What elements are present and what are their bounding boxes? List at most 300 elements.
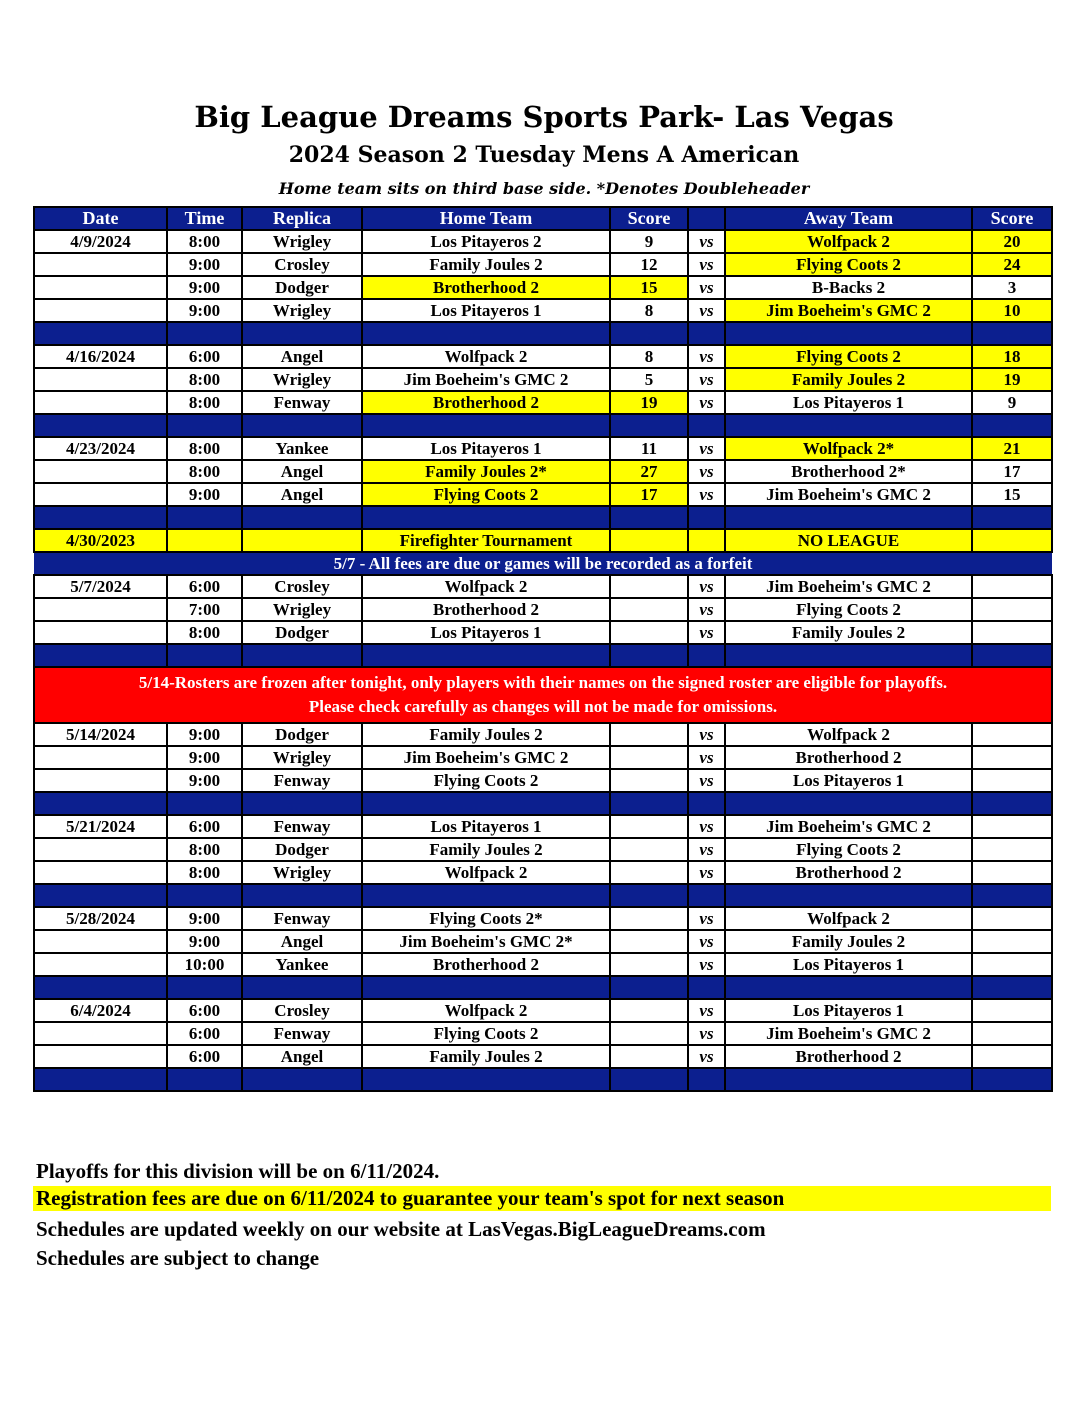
vs-cell: vs bbox=[688, 253, 725, 276]
vs-cell: vs bbox=[688, 460, 725, 483]
time-cell: 8:00 bbox=[167, 838, 242, 861]
home-score-cell bbox=[610, 861, 688, 884]
away-score-cell bbox=[972, 575, 1052, 598]
separator-cell bbox=[725, 884, 972, 907]
home-score-cell bbox=[610, 1045, 688, 1068]
separator-cell bbox=[688, 976, 725, 999]
col-home-score: Score bbox=[610, 207, 688, 230]
vs-cell: vs bbox=[688, 815, 725, 838]
away-score-cell bbox=[972, 723, 1052, 746]
replica-cell bbox=[242, 529, 362, 552]
vs-cell: vs bbox=[688, 437, 725, 460]
col-home-team: Home Team bbox=[362, 207, 610, 230]
separator-cell bbox=[362, 414, 610, 437]
date-cell bbox=[34, 930, 167, 953]
time-cell: 9:00 bbox=[167, 723, 242, 746]
separator-cell bbox=[972, 1068, 1052, 1091]
separator-cell bbox=[362, 1068, 610, 1091]
vs-cell: vs bbox=[688, 299, 725, 322]
separator-cell bbox=[610, 644, 688, 667]
home-team-cell: Wolfpack 2 bbox=[362, 861, 610, 884]
col-time: Time bbox=[167, 207, 242, 230]
home-team-cell: Wolfpack 2 bbox=[362, 575, 610, 598]
away-score-cell: 24 bbox=[972, 253, 1052, 276]
home-score-cell bbox=[610, 621, 688, 644]
date-cell bbox=[34, 460, 167, 483]
game-row bbox=[34, 230, 1052, 253]
vs-cell: vs bbox=[688, 907, 725, 930]
away-score-cell bbox=[972, 999, 1052, 1022]
home-score-cell: 11 bbox=[610, 437, 688, 460]
home-score-cell: 9 bbox=[610, 230, 688, 253]
home-score-cell bbox=[610, 529, 688, 552]
date-cell bbox=[34, 299, 167, 322]
separator-cell bbox=[34, 884, 167, 907]
home-team-cell: Los Pitayeros 1 bbox=[362, 621, 610, 644]
away-score-cell: 10 bbox=[972, 299, 1052, 322]
separator-cell bbox=[725, 414, 972, 437]
time-cell: 8:00 bbox=[167, 460, 242, 483]
separator-cell bbox=[167, 976, 242, 999]
home-score-cell bbox=[610, 1022, 688, 1045]
away-team-cell: Los Pitayeros 1 bbox=[725, 391, 972, 414]
away-team-cell: Family Joules 2 bbox=[725, 621, 972, 644]
time-cell: 6:00 bbox=[167, 1045, 242, 1068]
website-note: Schedules are updated weekly on our website at LasVegas.BigLeagueDreams.com bbox=[36, 1217, 766, 1241]
away-team-cell: Jim Boeheim's GMC 2 bbox=[725, 299, 972, 322]
date-cell bbox=[34, 953, 167, 976]
away-team-cell: Brotherhood 2 bbox=[725, 746, 972, 769]
vs-cell: vs bbox=[688, 598, 725, 621]
separator-cell bbox=[725, 792, 972, 815]
away-team-cell: Family Joules 2 bbox=[725, 930, 972, 953]
away-team-cell: Wolfpack 2 bbox=[725, 907, 972, 930]
away-score-cell: 19 bbox=[972, 368, 1052, 391]
game-row bbox=[34, 391, 1052, 414]
away-team-cell: Wolfpack 2 bbox=[725, 723, 972, 746]
date-cell: 5/14/2024 bbox=[34, 723, 167, 746]
replica-cell: Fenway bbox=[242, 391, 362, 414]
away-team-cell: Flying Coots 2 bbox=[725, 598, 972, 621]
separator-cell bbox=[167, 884, 242, 907]
separator-cell bbox=[34, 1068, 167, 1091]
home-team-cell: Family Joules 2 bbox=[362, 723, 610, 746]
separator-cell bbox=[362, 884, 610, 907]
replica-cell: Dodger bbox=[242, 621, 362, 644]
separator-cell bbox=[610, 506, 688, 529]
replica-cell: Dodger bbox=[242, 723, 362, 746]
tournament-row bbox=[34, 529, 1052, 552]
separator-cell bbox=[972, 506, 1052, 529]
home-team-cell: Flying Coots 2* bbox=[362, 907, 610, 930]
schedule-body bbox=[34, 230, 1052, 1091]
replica-cell: Yankee bbox=[242, 953, 362, 976]
replica-cell: Angel bbox=[242, 483, 362, 506]
replica-cell: Dodger bbox=[242, 838, 362, 861]
replica-cell: Wrigley bbox=[242, 598, 362, 621]
replica-cell: Crosley bbox=[242, 575, 362, 598]
time-cell: 6:00 bbox=[167, 345, 242, 368]
away-team-cell: Jim Boeheim's GMC 2 bbox=[725, 1022, 972, 1045]
separator-cell bbox=[725, 322, 972, 345]
separator-cell bbox=[34, 322, 167, 345]
separator-cell bbox=[242, 322, 362, 345]
replica-cell: Fenway bbox=[242, 769, 362, 792]
away-score-cell bbox=[972, 1045, 1052, 1068]
time-cell: 7:00 bbox=[167, 598, 242, 621]
separator-cell bbox=[610, 792, 688, 815]
fees-note: 5/7 - All fees are due or games will be recorded as a forfeit bbox=[34, 552, 1052, 575]
time-cell: 9:00 bbox=[167, 276, 242, 299]
away-score-cell bbox=[972, 769, 1052, 792]
home-team-cell: Family Joules 2* bbox=[362, 460, 610, 483]
roster-alert-row bbox=[34, 667, 1052, 723]
time-cell: 9:00 bbox=[167, 253, 242, 276]
replica-cell: Angel bbox=[242, 345, 362, 368]
game-row bbox=[34, 999, 1052, 1022]
separator-cell bbox=[610, 1068, 688, 1091]
date-cell: 5/7/2024 bbox=[34, 575, 167, 598]
separator-cell bbox=[688, 644, 725, 667]
home-team-cell: Wolfpack 2 bbox=[362, 345, 610, 368]
home-score-cell: 12 bbox=[610, 253, 688, 276]
time-cell: 8:00 bbox=[167, 437, 242, 460]
date-cell bbox=[34, 598, 167, 621]
vs-cell: vs bbox=[688, 368, 725, 391]
game-row bbox=[34, 815, 1052, 838]
away-score-cell: 17 bbox=[972, 460, 1052, 483]
replica-cell: Crosley bbox=[242, 999, 362, 1022]
replica-cell: Fenway bbox=[242, 907, 362, 930]
replica-cell: Wrigley bbox=[242, 861, 362, 884]
replica-cell: Fenway bbox=[242, 815, 362, 838]
away-score-cell: 20 bbox=[972, 230, 1052, 253]
game-row bbox=[34, 1022, 1052, 1045]
away-team-cell: Wolfpack 2 bbox=[725, 230, 972, 253]
separator-cell bbox=[972, 976, 1052, 999]
game-row bbox=[34, 838, 1052, 861]
separator-cell bbox=[972, 322, 1052, 345]
home-team-cell: Flying Coots 2 bbox=[362, 483, 610, 506]
separator-cell bbox=[242, 1068, 362, 1091]
away-team-cell: Flying Coots 2 bbox=[725, 345, 972, 368]
separator-cell bbox=[34, 644, 167, 667]
game-row bbox=[34, 953, 1052, 976]
roster-alert bbox=[34, 667, 1052, 723]
home-score-cell: 15 bbox=[610, 276, 688, 299]
home-team-cell: Brotherhood 2 bbox=[362, 276, 610, 299]
date-cell: 5/28/2024 bbox=[34, 907, 167, 930]
separator-cell bbox=[610, 414, 688, 437]
game-row bbox=[34, 345, 1052, 368]
separator-cell bbox=[242, 792, 362, 815]
home-score-cell bbox=[610, 815, 688, 838]
home-score-cell bbox=[610, 953, 688, 976]
away-score-cell bbox=[972, 746, 1052, 769]
vs-cell bbox=[688, 529, 725, 552]
time-cell: 6:00 bbox=[167, 1022, 242, 1045]
vs-cell: vs bbox=[688, 953, 725, 976]
schedule-table bbox=[33, 206, 1053, 1092]
away-team-cell: Brotherhood 2* bbox=[725, 460, 972, 483]
away-score-cell bbox=[972, 815, 1052, 838]
separator-cell bbox=[167, 644, 242, 667]
replica-cell: Angel bbox=[242, 460, 362, 483]
separator-cell bbox=[972, 644, 1052, 667]
header-row bbox=[34, 207, 1052, 230]
col-date: Date bbox=[34, 207, 167, 230]
away-score-cell bbox=[972, 907, 1052, 930]
time-cell: 8:00 bbox=[167, 230, 242, 253]
away-team-cell: Brotherhood 2 bbox=[725, 861, 972, 884]
away-team-cell: Flying Coots 2 bbox=[725, 253, 972, 276]
vs-cell: vs bbox=[688, 276, 725, 299]
roster-alert-line-1: 5/14-Rosters are frozen after tonight, only players with their names on the signed roster are eligible for playoffs. bbox=[138, 673, 948, 692]
time-cell: 8:00 bbox=[167, 391, 242, 414]
date-cell bbox=[34, 368, 167, 391]
date-cell bbox=[34, 391, 167, 414]
date-cell bbox=[34, 838, 167, 861]
roster-alert-line-2: Please check carefully as changes will not be made for omissions. bbox=[308, 697, 778, 716]
time-cell: 8:00 bbox=[167, 621, 242, 644]
separator-row bbox=[34, 976, 1052, 999]
separator-cell bbox=[362, 976, 610, 999]
replica-cell: Angel bbox=[242, 930, 362, 953]
separator-cell bbox=[242, 414, 362, 437]
separator-cell bbox=[362, 792, 610, 815]
date-cell: 4/16/2024 bbox=[34, 345, 167, 368]
away-score-cell: 18 bbox=[972, 345, 1052, 368]
game-row bbox=[34, 437, 1052, 460]
game-row bbox=[34, 598, 1052, 621]
home-team-cell: Brotherhood 2 bbox=[362, 953, 610, 976]
separator-cell bbox=[242, 976, 362, 999]
home-team-cell: Brotherhood 2 bbox=[362, 598, 610, 621]
away-team-cell: Los Pitayeros 1 bbox=[725, 769, 972, 792]
away-team-cell: Flying Coots 2 bbox=[725, 838, 972, 861]
page-subtitle: 2024 Season 2 Tuesday Mens A American bbox=[288, 142, 800, 168]
separator-cell bbox=[688, 322, 725, 345]
game-row bbox=[34, 746, 1052, 769]
separator-cell bbox=[167, 414, 242, 437]
date-cell: 4/9/2024 bbox=[34, 230, 167, 253]
vs-cell: vs bbox=[688, 838, 725, 861]
separator-row bbox=[34, 1068, 1052, 1091]
replica-cell: Angel bbox=[242, 1045, 362, 1068]
home-score-cell bbox=[610, 999, 688, 1022]
separator-cell bbox=[610, 976, 688, 999]
away-score-cell bbox=[972, 621, 1052, 644]
away-team-cell: Los Pitayeros 1 bbox=[725, 953, 972, 976]
replica-cell: Wrigley bbox=[242, 746, 362, 769]
date-cell: 5/21/2024 bbox=[34, 815, 167, 838]
separator-cell bbox=[725, 976, 972, 999]
separator-cell bbox=[34, 976, 167, 999]
vs-cell: vs bbox=[688, 575, 725, 598]
time-cell bbox=[167, 529, 242, 552]
time-cell: 6:00 bbox=[167, 815, 242, 838]
time-cell: 10:00 bbox=[167, 953, 242, 976]
separator-cell bbox=[688, 506, 725, 529]
separator-row bbox=[34, 506, 1052, 529]
home-team-cell: Flying Coots 2 bbox=[362, 1022, 610, 1045]
separator-row bbox=[34, 884, 1052, 907]
vs-cell: vs bbox=[688, 723, 725, 746]
home-team-cell: Jim Boeheim's GMC 2* bbox=[362, 930, 610, 953]
home-team-cell: Jim Boeheim's GMC 2 bbox=[362, 368, 610, 391]
home-score-cell: 8 bbox=[610, 345, 688, 368]
date-cell bbox=[34, 769, 167, 792]
home-team-cell: Flying Coots 2 bbox=[362, 769, 610, 792]
separator-cell bbox=[362, 644, 610, 667]
vs-cell: vs bbox=[688, 999, 725, 1022]
game-row bbox=[34, 253, 1052, 276]
away-team-cell: Los Pitayeros 1 bbox=[725, 999, 972, 1022]
time-cell: 6:00 bbox=[167, 999, 242, 1022]
home-team-cell: Los Pitayeros 2 bbox=[362, 230, 610, 253]
separator-cell bbox=[688, 792, 725, 815]
game-row bbox=[34, 299, 1052, 322]
game-row bbox=[34, 930, 1052, 953]
separator-cell bbox=[725, 644, 972, 667]
separator-cell bbox=[972, 414, 1052, 437]
game-row bbox=[34, 368, 1052, 391]
col-vs bbox=[688, 207, 725, 230]
separator-cell bbox=[242, 644, 362, 667]
home-team-cell: Los Pitayeros 1 bbox=[362, 437, 610, 460]
separator-cell bbox=[725, 506, 972, 529]
away-team-cell: B-Backs 2 bbox=[725, 276, 972, 299]
home-team-cell: Family Joules 2 bbox=[362, 253, 610, 276]
home-team-cell: Los Pitayeros 1 bbox=[362, 299, 610, 322]
date-cell bbox=[34, 1045, 167, 1068]
away-score-cell bbox=[972, 1022, 1052, 1045]
time-cell: 8:00 bbox=[167, 368, 242, 391]
away-score-cell bbox=[972, 598, 1052, 621]
header-note: Home team sits on third base side. *Denotes Doubleheader bbox=[278, 179, 810, 198]
time-cell: 8:00 bbox=[167, 861, 242, 884]
date-cell bbox=[34, 276, 167, 299]
home-score-cell: 27 bbox=[610, 460, 688, 483]
home-score-cell: 17 bbox=[610, 483, 688, 506]
replica-cell: Wrigley bbox=[242, 368, 362, 391]
game-row bbox=[34, 1045, 1052, 1068]
home-score-cell bbox=[610, 575, 688, 598]
date-cell: 4/30/2023 bbox=[34, 529, 167, 552]
event-cell: Firefighter Tournament bbox=[362, 529, 610, 552]
separator-cell bbox=[242, 884, 362, 907]
separator-cell bbox=[34, 792, 167, 815]
playoffs-note: Playoffs for this division will be on 6/11/2024. bbox=[36, 1159, 440, 1183]
vs-cell: vs bbox=[688, 1022, 725, 1045]
away-team-cell: Jim Boeheim's GMC 2 bbox=[725, 815, 972, 838]
game-row bbox=[34, 723, 1052, 746]
home-score-cell bbox=[610, 746, 688, 769]
date-cell bbox=[34, 861, 167, 884]
time-cell: 9:00 bbox=[167, 746, 242, 769]
time-cell: 9:00 bbox=[167, 483, 242, 506]
home-score-cell bbox=[610, 907, 688, 930]
date-cell: 6/4/2024 bbox=[34, 999, 167, 1022]
home-team-cell: Family Joules 2 bbox=[362, 838, 610, 861]
game-row bbox=[34, 575, 1052, 598]
replica-cell: Wrigley bbox=[242, 299, 362, 322]
time-cell: 9:00 bbox=[167, 769, 242, 792]
separator-cell bbox=[688, 1068, 725, 1091]
time-cell: 9:00 bbox=[167, 907, 242, 930]
time-cell: 6:00 bbox=[167, 575, 242, 598]
fees-note-row bbox=[34, 552, 1052, 575]
date-cell bbox=[34, 1022, 167, 1045]
game-row bbox=[34, 621, 1052, 644]
separator-cell bbox=[362, 322, 610, 345]
home-team-cell: Brotherhood 2 bbox=[362, 391, 610, 414]
away-score-cell: 9 bbox=[972, 391, 1052, 414]
separator-cell bbox=[610, 322, 688, 345]
separator-cell bbox=[362, 506, 610, 529]
vs-cell: vs bbox=[688, 746, 725, 769]
away-team-cell: Family Joules 2 bbox=[725, 368, 972, 391]
away-score-cell bbox=[972, 953, 1052, 976]
home-team-cell: Family Joules 2 bbox=[362, 1045, 610, 1068]
away-score-cell: 21 bbox=[972, 437, 1052, 460]
separator-row bbox=[34, 414, 1052, 437]
separator-cell bbox=[167, 1068, 242, 1091]
separator-cell bbox=[34, 414, 167, 437]
separator-cell bbox=[610, 884, 688, 907]
away-score-cell bbox=[972, 861, 1052, 884]
away-team-cell: Jim Boeheim's GMC 2 bbox=[725, 483, 972, 506]
separator-cell bbox=[34, 506, 167, 529]
away-score-cell bbox=[972, 838, 1052, 861]
separator-cell bbox=[167, 322, 242, 345]
home-score-cell bbox=[610, 769, 688, 792]
time-cell: 9:00 bbox=[167, 930, 242, 953]
col-away-score: Score bbox=[972, 207, 1052, 230]
home-team-cell: Jim Boeheim's GMC 2 bbox=[362, 746, 610, 769]
game-row bbox=[34, 861, 1052, 884]
date-cell bbox=[34, 483, 167, 506]
vs-cell: vs bbox=[688, 483, 725, 506]
game-row bbox=[34, 907, 1052, 930]
away-team-cell: Brotherhood 2 bbox=[725, 1045, 972, 1068]
away-score-cell bbox=[972, 529, 1052, 552]
home-score-cell: 19 bbox=[610, 391, 688, 414]
home-score-cell: 8 bbox=[610, 299, 688, 322]
away-team-cell: Wolfpack 2* bbox=[725, 437, 972, 460]
time-cell: 9:00 bbox=[167, 299, 242, 322]
vs-cell: vs bbox=[688, 930, 725, 953]
col-replica: Replica bbox=[242, 207, 362, 230]
replica-cell: Dodger bbox=[242, 276, 362, 299]
separator-cell bbox=[972, 792, 1052, 815]
game-row bbox=[34, 276, 1052, 299]
away-team-cell: Jim Boeheim's GMC 2 bbox=[725, 575, 972, 598]
col-away-team: Away Team bbox=[725, 207, 972, 230]
date-cell bbox=[34, 621, 167, 644]
vs-cell: vs bbox=[688, 1045, 725, 1068]
separator-cell bbox=[242, 506, 362, 529]
home-score-cell bbox=[610, 930, 688, 953]
separator-row bbox=[34, 644, 1052, 667]
home-score-cell bbox=[610, 598, 688, 621]
replica-cell: Wrigley bbox=[242, 230, 362, 253]
separator-cell bbox=[688, 414, 725, 437]
replica-cell: Yankee bbox=[242, 437, 362, 460]
page-title: Big League Dreams Sports Park- Las Vegas bbox=[194, 100, 894, 134]
vs-cell: vs bbox=[688, 391, 725, 414]
vs-cell: vs bbox=[688, 861, 725, 884]
